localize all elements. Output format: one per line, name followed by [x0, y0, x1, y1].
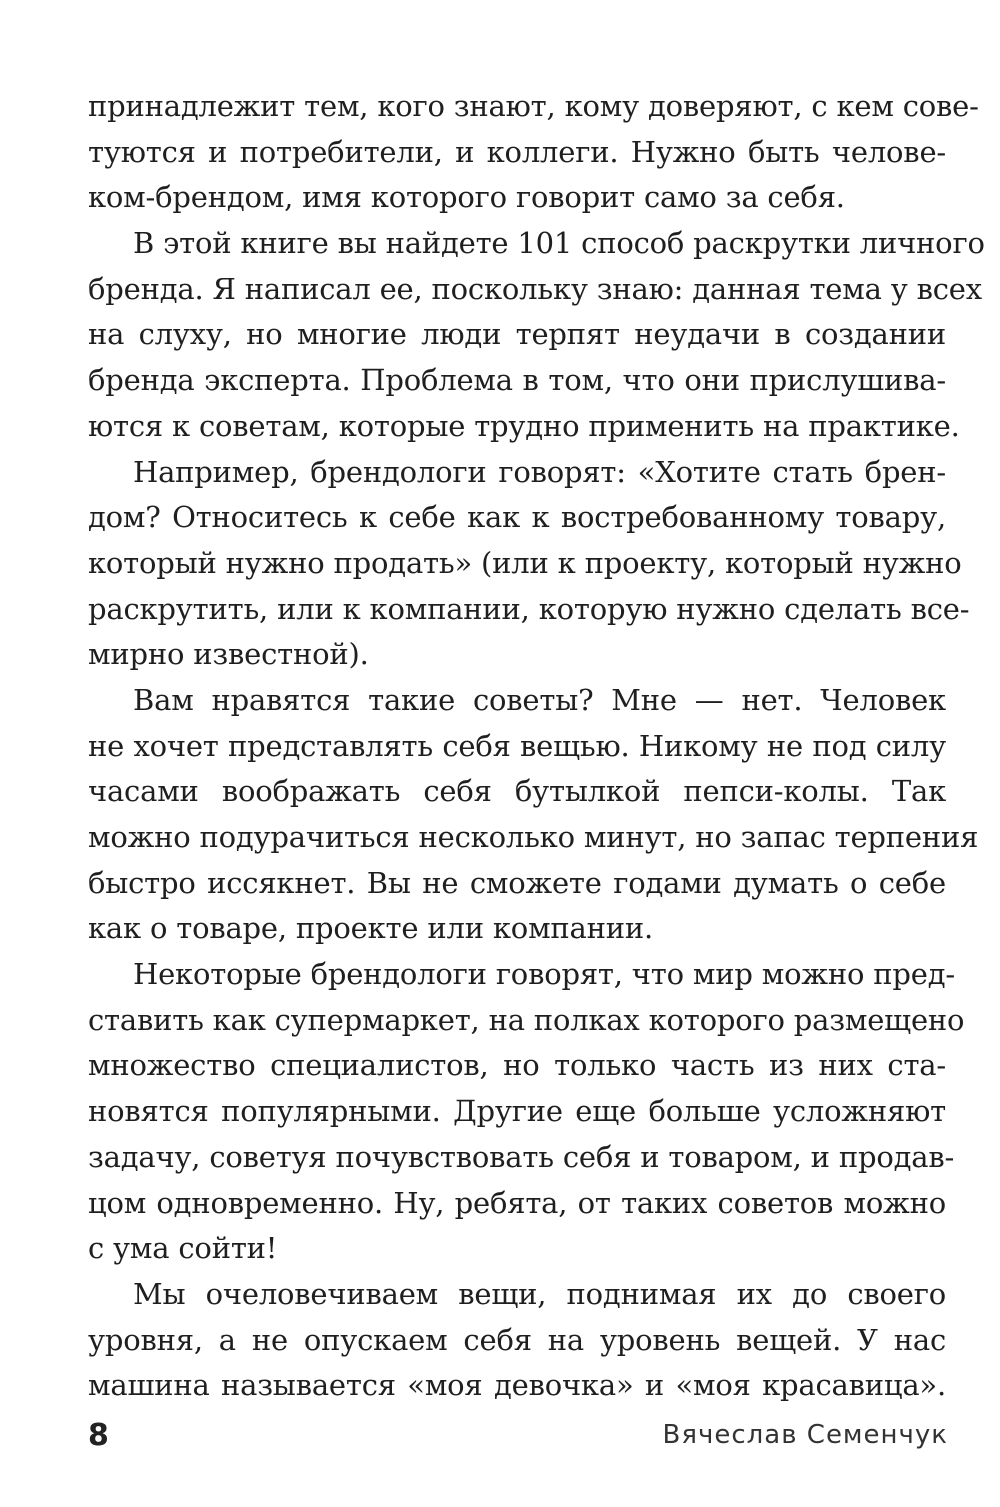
text-line: Некоторые брендологи говорят, что мир можно пред-	[133, 957, 955, 992]
text-line: Например, брендологи говорят: «Хотите стать брен-	[133, 454, 946, 489]
text-line: дом? Относитесь к себе как к востребованному товару,	[88, 500, 946, 535]
page-body	[88, 84, 985, 1409]
text-line: ком-брендом, имя которого говорит само за себя.	[88, 180, 845, 215]
text-line: задачу, советуя почувствовать себя и товаром, и продав-	[88, 1139, 955, 1174]
page-number: 8	[88, 1418, 109, 1453]
text-line: туются и потребители, и коллеги. Нужно быть челове-	[88, 134, 946, 169]
text-line: цом одновременно. Ну, ребята, от таких советов можно	[88, 1185, 946, 1220]
running-footer-author: Вячеслав Семенчук	[662, 1420, 948, 1450]
text-line: раскрутить, или к компании, которую нужно сделать все-	[88, 591, 970, 626]
text-line: как о товаре, проекте или компании.	[88, 911, 654, 946]
text-line: новятся популярными. Другие еще больше усложняют	[88, 1094, 946, 1129]
text-line: ставить как супермаркет, на полках которого размещено	[88, 1002, 965, 1037]
text-line: машина называется «моя девочка» и «моя красавица».	[88, 1368, 946, 1403]
text-line: Вам нравятся такие советы? Мне — нет. Человек	[133, 682, 946, 717]
text-line: бренда эксперта. Проблема в том, что они прислушива-	[88, 363, 946, 398]
text-line: на слуху, но многие люди терпят неудачи в создании	[88, 317, 946, 352]
text-line: мирно известной).	[88, 637, 369, 672]
text-line: Мы очеловечиваем вещи, поднимая их до своего	[133, 1276, 946, 1311]
text-line: часами воображать себя бутылкой пепси-колы. Так	[88, 774, 946, 809]
text-line: множество специалистов, но только часть из них ста-	[88, 1048, 946, 1083]
text-line: можно подурачиться несколько минут, но запас терпения	[88, 820, 979, 854]
text-line: который нужно продать» (или к проекту, который нужно	[88, 545, 962, 580]
text-line: ются к советам, которые трудно применить на практике.	[88, 408, 960, 443]
text-line: уровня, а не опускаем себя на уровень вещей. У нас	[88, 1322, 946, 1357]
text-line: с ума сойти!	[88, 1231, 278, 1266]
text-line: В этой книге вы найдете 101 способ раскрутки личного	[133, 226, 985, 261]
page-footer	[88, 1418, 948, 1458]
text-line: принадлежит тем, кого знают, кому доверяют, с кем сове-	[88, 89, 979, 123]
text-line: бренда. Я написал ее, поскольку знаю: данная тема у всех	[88, 271, 982, 306]
text-line: не хочет представлять себя вещью. Никому не под силу	[88, 728, 946, 763]
text-line: быстро иссякнет. Вы не сможете годами думать о себе	[88, 865, 946, 900]
